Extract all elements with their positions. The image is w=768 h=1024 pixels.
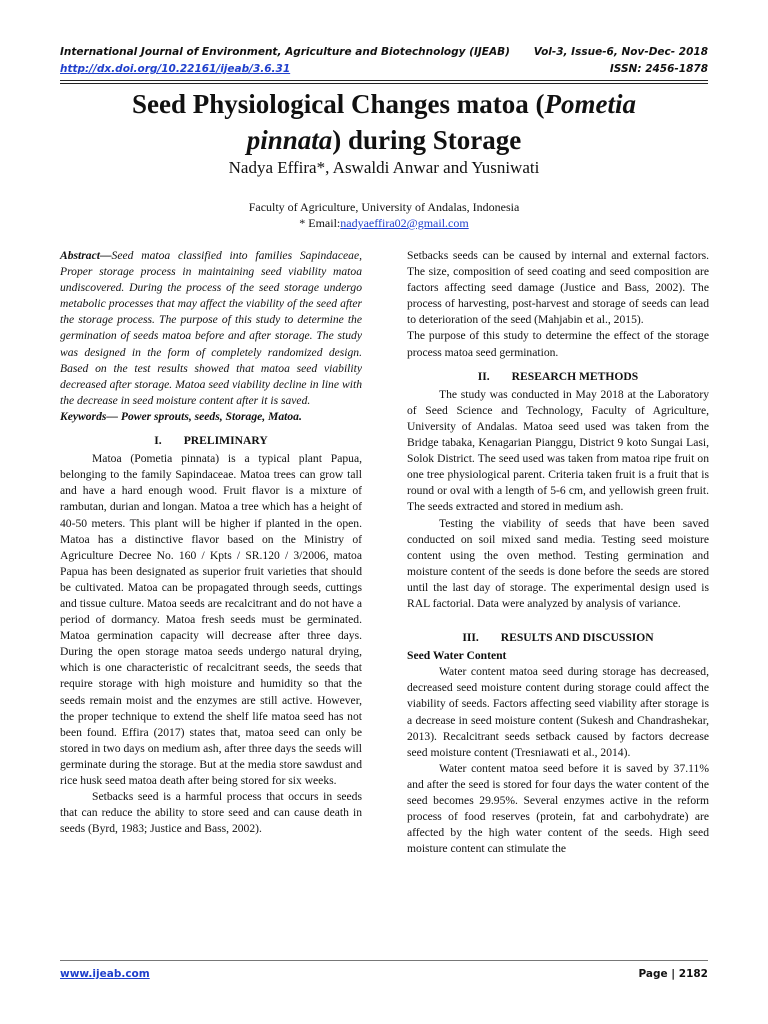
right-column bbox=[407, 248, 709, 857]
section-number: III. bbox=[462, 631, 479, 645]
keywords: Keywords— Power sprouts, seeds, Storage, Matoa. bbox=[60, 409, 302, 423]
email-line bbox=[60, 216, 708, 231]
subheading: Seed Water Content bbox=[407, 649, 507, 663]
section-heading-results bbox=[407, 630, 709, 646]
authors: Nadya Effira*, Aswaldi Anwar and Yusniwati bbox=[228, 158, 540, 177]
issn: ISSN: 2456-1878 bbox=[609, 63, 708, 75]
header-rule bbox=[60, 80, 708, 81]
page-number: Page | 2182 bbox=[638, 968, 708, 980]
section-title: PRELIMINARY bbox=[183, 434, 268, 448]
volume-issue: Vol-3, Issue-6, Nov-Dec- 2018 bbox=[533, 46, 708, 58]
paragraph: Matoa (Pometia pinnata) is a typical plant Papua, belonging to the family Sapindaceae. Matoa trees can grow tall and have a hard enough wood. Fruit flavor is a mixture of rambutan, durian and longan. Matoa a tree which has a height of 40-50 meters. This plant will be higher if planted in the open. Matoa has a distinctive flavor based on the Ministry of Agriculture Decree No. 160 / Kpts / SR.120 / 3/2006, matoa Papua has been designated as superior fruit varieties that should be cultivated. Matoa can be propagated through seeds, cuttings and tissue culture. Matoa seeds are recalcitrant and do not have a period of dormancy. Matoa fresh seeds must be germinated. Matoa germination capacity will decrease after three days. During the open storage matoa seeds undergo natural drying, which is one characteristic of recalcitrant seeds, the seeds that require storage with high moisture and humidity so that the seeds remain moist and the enzymes are still active. However, the proper technique to extend the shelf life matoa seed has not been found. Effira (2017) states that, matoa seed can only be stored in two days on medium ash, after three days the seeds will germinate during the storage. But at the media store sawdust and rice husk seed matoa death after being stored for six weeks. bbox=[60, 452, 362, 787]
journal-name: International Journal of Environment, Agriculture and Biotechnology (IJEAB) bbox=[60, 46, 510, 58]
section-title: RESEARCH METHODS bbox=[511, 369, 639, 383]
abstract bbox=[60, 248, 362, 409]
doi-link[interactable]: http://dx.doi.org/10.22161/ijeab/3.6.31 bbox=[60, 63, 291, 75]
email-label: * Email: bbox=[299, 216, 341, 230]
abstract-dash: — bbox=[99, 249, 112, 262]
title-part1: Seed Physiological Changes matoa ( bbox=[132, 89, 545, 119]
paragraph: Water content matoa seed before it is saved by 37.11% and after the seed is stored for four days the water content of the seed becomes 29.95%. Several enzymes active in the reform process of food reserves (protein, fat and carbohydrate) are affected by the high water content of the seeds. High seed moisture content can stimulate the bbox=[407, 761, 709, 856]
email-link[interactable]: nadyaeffira02@gmail.com bbox=[340, 216, 469, 230]
title-part2: ) during Storage bbox=[332, 125, 522, 155]
left-column bbox=[60, 248, 362, 837]
paragraph: Setbacks seed is a harmful process that occurs in seeds that can reduce the ability to store seed and can cause death in seeds (Byrd, 1983; Justice and Bass, 2002). bbox=[60, 790, 362, 836]
paper-title bbox=[60, 86, 708, 158]
paragraph: Testing the viability of seeds that have been saved conducted on soil mixed sand media. Testing seed moisture content using the oven method. Testing germination and moisture content of the seeds is done before the seeds are stored until the last day of storage. The experimental design used is RAL factorial. Data were analyzed by analysis of variance. bbox=[407, 516, 709, 610]
section-number: I. bbox=[154, 434, 162, 448]
title-italic2: pinnata bbox=[246, 125, 333, 155]
section-title: RESULTS AND DISCUSSION bbox=[500, 631, 654, 645]
section-number: II. bbox=[477, 369, 490, 383]
section-heading-preliminary bbox=[60, 433, 362, 449]
footer-rule bbox=[60, 960, 708, 961]
section-heading-methods bbox=[407, 369, 709, 385]
abstract-text: Seed matoa classified into families Sapindaceae, Proper storage process in maintaining seed viability matoa undiscovered. During the process of the seed storage undergo metabolic processes that may affect the viability of the seed after the storage process. The purpose of this study to determine the germination of seeds matoa before and after storage. The study was designed in the form of completely randomized design. Based on the test results showed that matoa seed viability decreased after storage. Matoa seed viability decline in line with the decrease in seed moisture content after it is saved. bbox=[60, 249, 362, 407]
abstract-label: Abstract bbox=[60, 249, 100, 262]
title-italic1: Pometia bbox=[544, 89, 636, 119]
paragraph: Water content matoa seed during storage has decreased, decreased seed moisture content during storage could affect the viability of seeds. Factors affecting seed viability after storage is a decrease in seed moisture content (Sukesh and Chandrashekar, 2013). Recalcitrant seeds setback caused by factors decrease seed moisture content (Tresniawati et al., 2014). bbox=[407, 665, 709, 759]
header-rule-thin bbox=[60, 83, 708, 84]
paragraph: The study was conducted in May 2018 at the Laboratory of Seed Science and Technology, Faculty of Agriculture, University of Andalas. Matoa seed used was taken from the Bridge tabaka, Kenagarian Pianggu, District 9 koto Sungai Lasi, Solok District. The seed used was taken from matoa ripe fruit on one tree physiological parent. Criteria taken fruit is a fruit that is round or oval with a length of 5-6 cm, and yellowish green fruit. The seeds extracted and stored in medium ash. bbox=[407, 387, 709, 514]
footer-url-link[interactable]: www.ijeab.com bbox=[60, 968, 150, 980]
paragraph: Setbacks seeds can be caused by internal and external factors. The size, composition of seed coating and seed composition are factors affecting seed damage (Justice and Bass, 2002). The process of harvesting, post-harvest and storage of seeds can lead to deterioration of the seed (Mahjabin et al., 2015). bbox=[407, 249, 709, 327]
paragraph: The purpose of this study to determine the effect of the storage process matoa seed germination. bbox=[407, 329, 709, 359]
affiliation: Faculty of Agriculture, University of Andalas, Indonesia bbox=[248, 200, 520, 214]
